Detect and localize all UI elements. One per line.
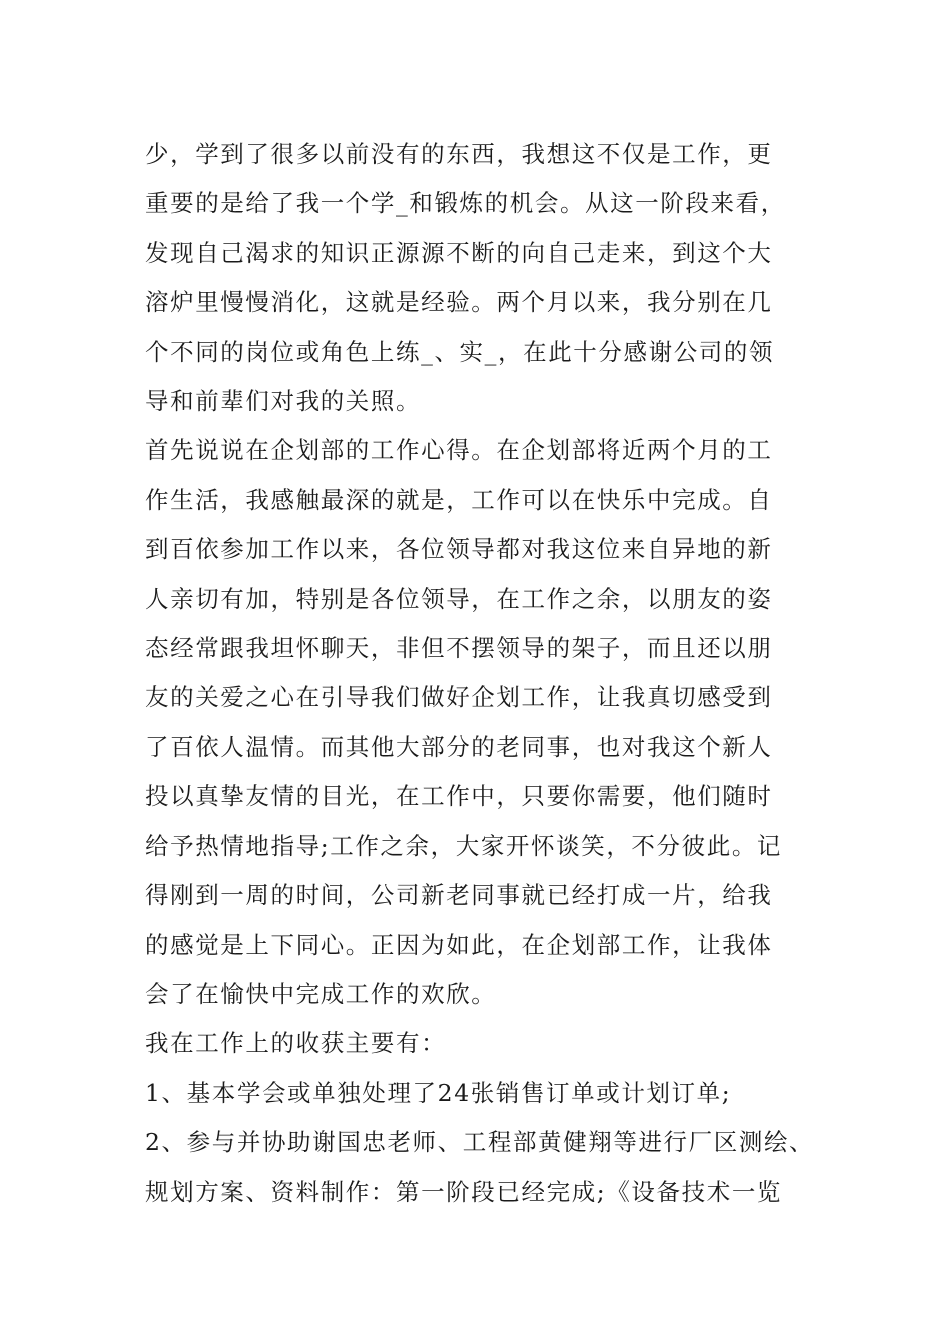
text-line: 导和前辈们对我的关照。 [145, 387, 422, 416]
paragraph-gains-heading [145, 1019, 835, 1068]
text-line: 规划方案、资料制作：第一阶段已经完成;《设备技术一览 [145, 1177, 783, 1206]
text-line: 到百依参加工作以来，各位领导都对我这位来自异地的新 [145, 535, 773, 564]
text-line: 作生活，我感触最深的就是，工作可以在快乐中完成。自 [145, 485, 773, 514]
paragraph-intro-continuation [145, 130, 835, 426]
body-text [145, 130, 835, 1217]
text-line: 2、参与并协助谢国忠老师、工程部黄健翔等进行厂区测绘、 [145, 1128, 815, 1157]
text-line: 人亲切有加，特别是各位领导，在工作之余，以朋友的姿 [145, 584, 773, 613]
list-item-1 [145, 1069, 835, 1118]
text-line: 的感觉是上下同心。正因为如此，在企划部工作，让我体 [145, 930, 773, 959]
text-line: 得刚到一周的时间，公司新老同事就已经打成一片，给我 [145, 881, 773, 910]
text-line: 发现自己渴求的知识正源源不断的向自己走来，到这个大 [145, 238, 773, 267]
text-line: 首先说说在企划部的工作心得。在企划部将近两个月的工 [145, 436, 773, 465]
text-line: 1、基本学会或单独处理了24张销售订单或计划订单; [145, 1078, 732, 1107]
text-line: 溶炉里慢慢消化，这就是经验。两个月以来，我分别在几 [145, 288, 773, 317]
text-line: 了百依人温情。而其他大部分的老同事，也对我这个新人 [145, 732, 773, 761]
text-line: 重要的是给了我一个学_和锻炼的机会。从这一阶段来看， [145, 189, 786, 218]
text-line: 给予热情地指导;工作之余，大家开怀谈笑，不分彼此。记 [145, 831, 783, 860]
paragraph-planning-dept [145, 426, 835, 1019]
list-item-2 [145, 1118, 835, 1217]
text-line: 友的关爱之心在引导我们做好企划工作，让我真切感受到 [145, 683, 773, 712]
text-line: 我在工作上的收获主要有： [145, 1029, 447, 1058]
text-line: 投以真挚友情的目光，在工作中，只要你需要，他们随时 [145, 782, 773, 811]
text-line: 会了在愉快中完成工作的欢欣。 [145, 979, 497, 1008]
text-line: 态经常跟我坦怀聊天，非但不摆领导的架子，而且还以朋 [145, 634, 773, 663]
text-line: 少，学到了很多以前没有的东西，我想这不仅是工作，更 [145, 140, 773, 168]
text-line: 个不同的岗位或角色上练_、实_，在此十分感谢公司的领 [145, 337, 775, 366]
